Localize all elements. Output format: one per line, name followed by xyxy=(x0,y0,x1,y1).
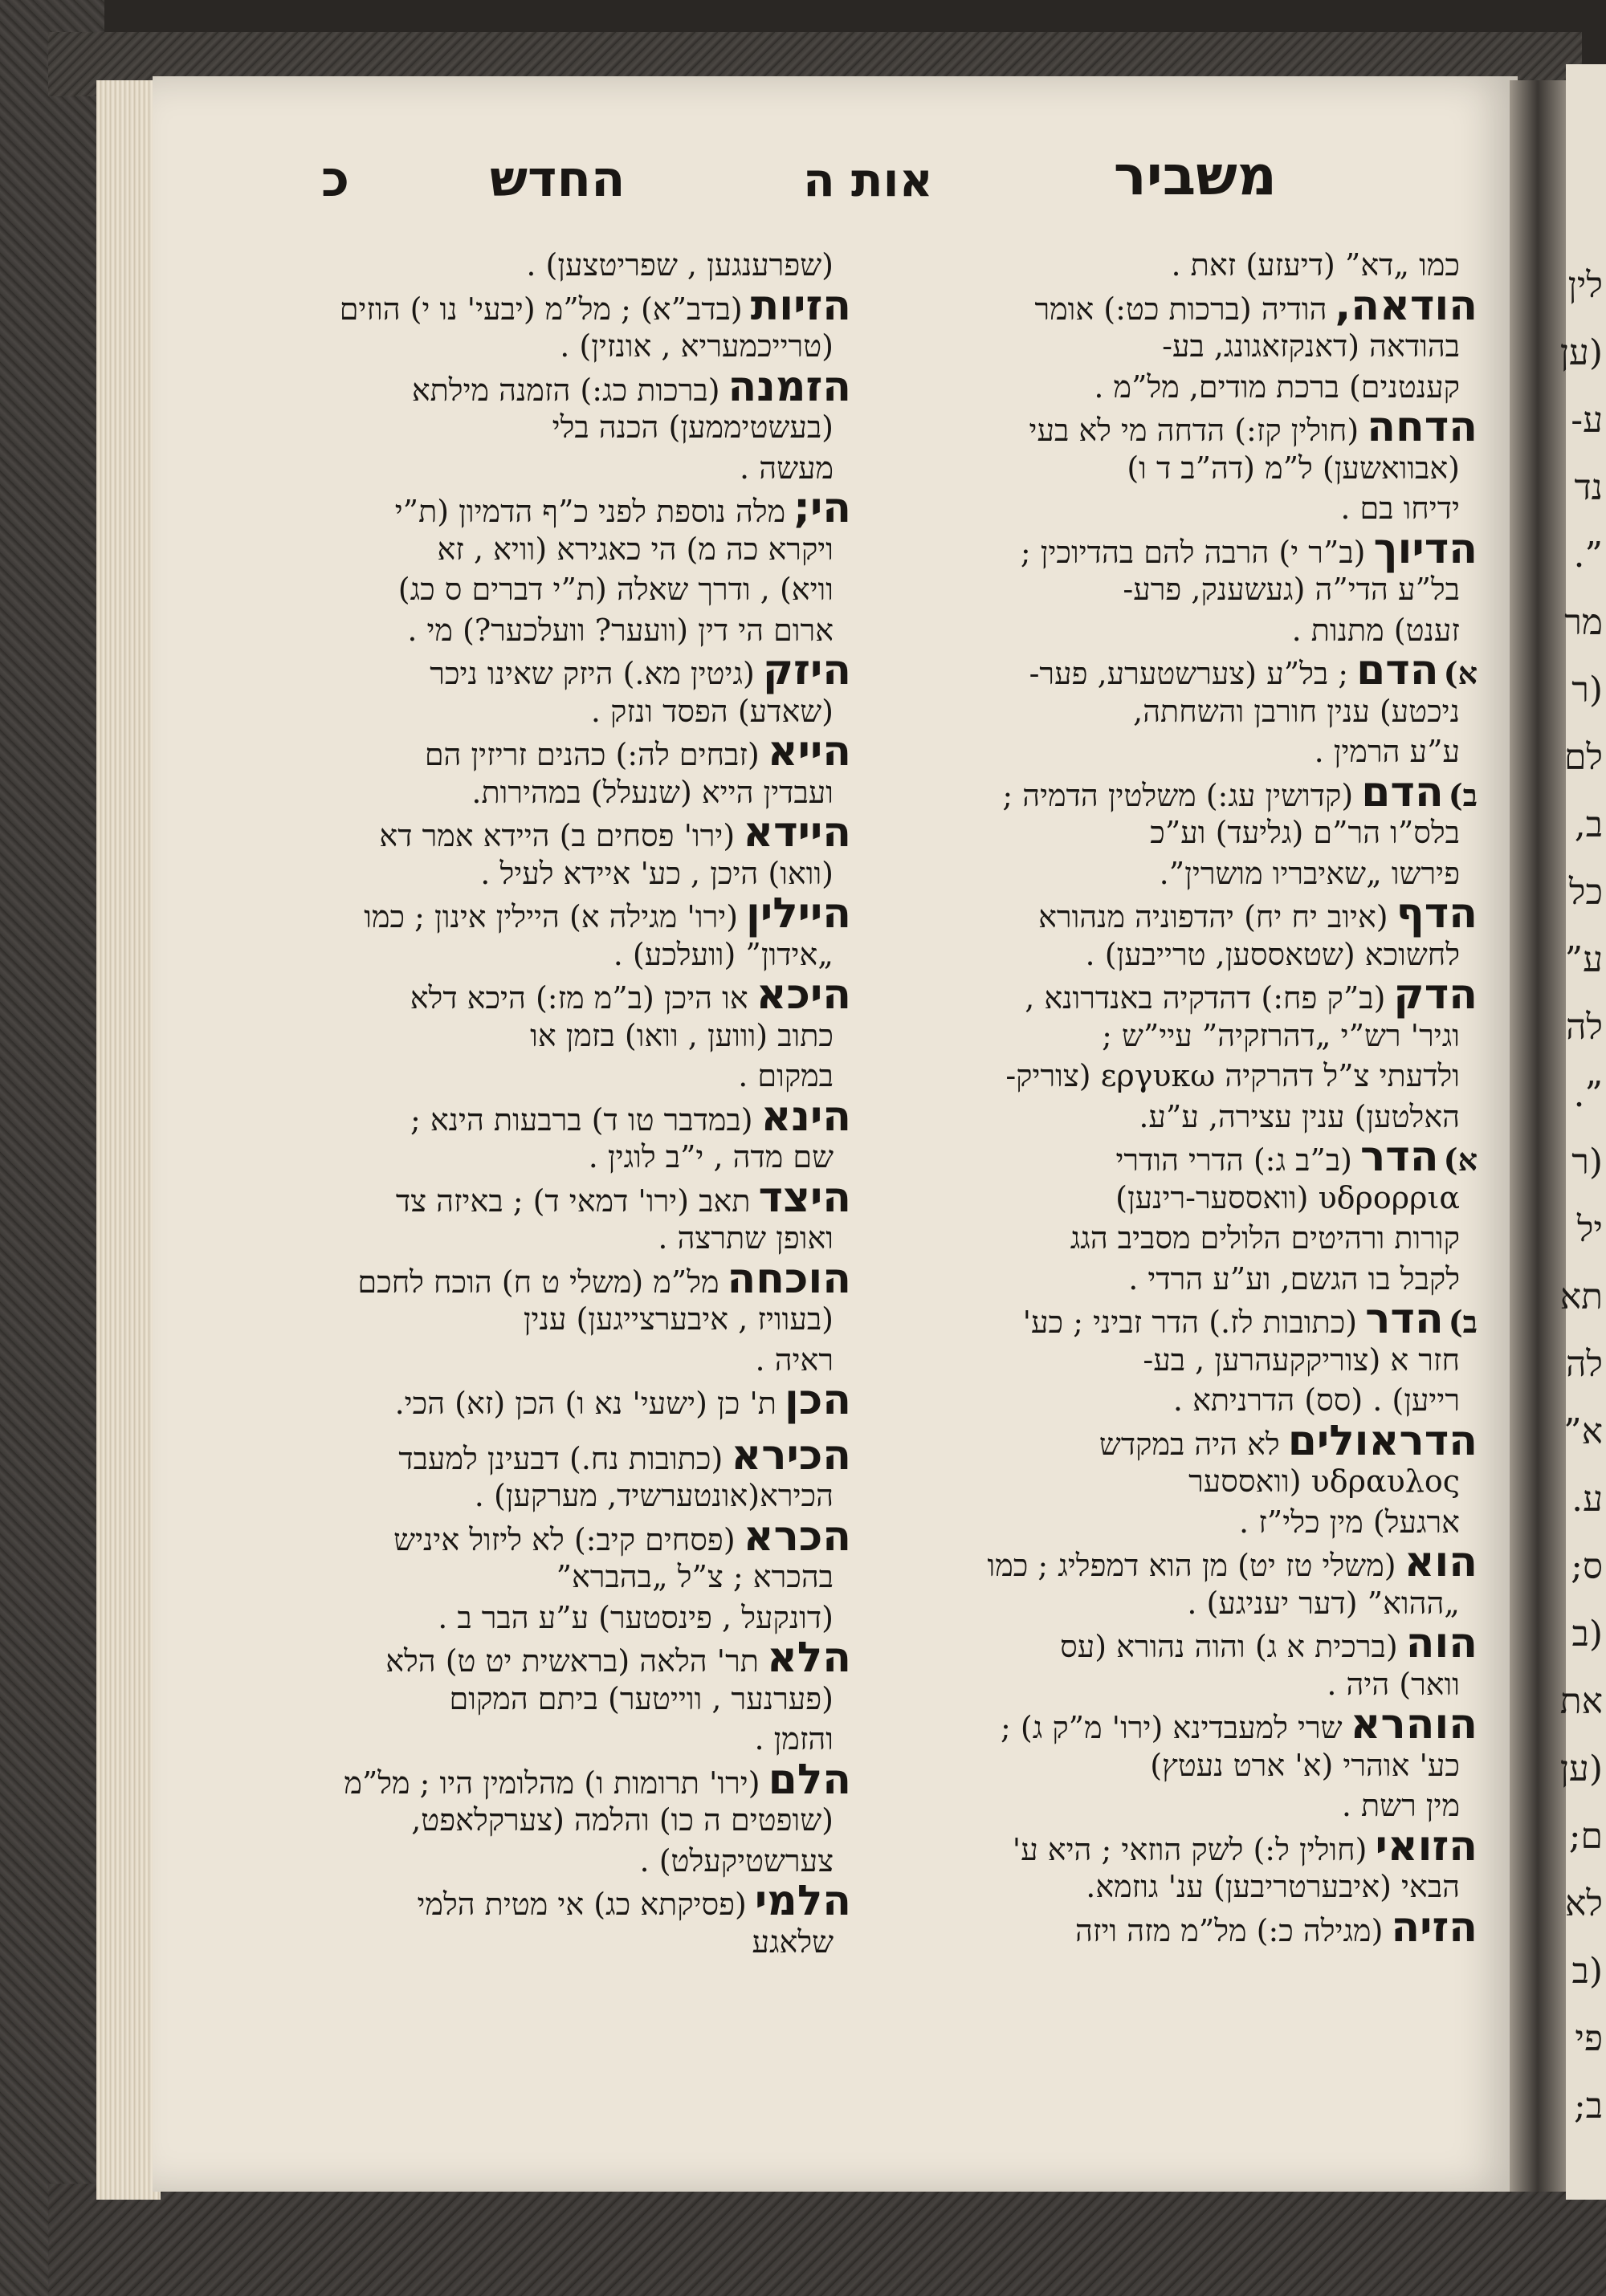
entry-line xyxy=(241,1476,851,1516)
entry-text: כתוב (וווען , וואו) בזמן או xyxy=(530,1017,834,1053)
entry-line xyxy=(867,934,1478,975)
entry-text: ארום הי דין (וועער? וועלכער?) מי . xyxy=(407,612,834,648)
entry-line xyxy=(867,1867,1478,1907)
entry-line xyxy=(241,1173,851,1222)
entry-line xyxy=(867,1133,1478,1181)
entry-text: (כתובות לז.) הדר זביני ; כע' xyxy=(1022,1305,1358,1340)
entry-text: (פסיקתא כג) אי מטית הלמי xyxy=(417,1887,747,1922)
next-page-fragment: ב, xyxy=(1574,804,1603,845)
headword: הוהרא xyxy=(1350,1700,1478,1748)
entry-text: כמו „דא” (דיעזע) זאת . xyxy=(1171,247,1460,283)
dictionary-column-right xyxy=(867,245,1478,2067)
headword: הזמנה xyxy=(728,362,851,411)
entry-text: האלטען) ענין עצירה, ע”ע. xyxy=(1139,1098,1460,1134)
headword: הדק xyxy=(1393,971,1478,1019)
entry-line xyxy=(241,1056,851,1097)
entry-text: קורות ורהיטים הלולים מסביב הגג xyxy=(1070,1220,1460,1256)
next-page-fragment: (ען xyxy=(1559,1748,1603,1789)
entry-line xyxy=(867,1822,1478,1871)
sense-number: ב) xyxy=(1448,1304,1478,1340)
entry-line xyxy=(867,1903,1478,1952)
entry-line xyxy=(867,1178,1478,1219)
entry-text: ע”ע הרמין . xyxy=(1314,734,1460,769)
entry-line xyxy=(241,1557,851,1598)
entry-text: (שאדע) הפסד ונזק . xyxy=(590,693,834,729)
entry-line xyxy=(241,1218,851,1259)
dictionary-column-left xyxy=(241,245,851,2067)
entry-text: (ב”ק פח:) דהדקיה באנדרונא , xyxy=(1025,980,1386,1016)
next-page-fragment: לא xyxy=(1565,1883,1603,1924)
entry-line xyxy=(867,1538,1478,1586)
entry-text: (דונקעל , פינסטער) ע”ע הבר ב . xyxy=(438,1599,834,1635)
entry-text: ; בל”ע (צערשטערע, פער- xyxy=(1029,656,1349,691)
entry-line xyxy=(241,1679,851,1720)
entry-line xyxy=(867,1218,1478,1259)
next-page-fragment: ס; xyxy=(1571,1546,1603,1587)
entry-line xyxy=(241,1092,851,1141)
next-page-fragment: (ר xyxy=(1571,1142,1603,1183)
header-page-letter: כ xyxy=(321,149,350,208)
entry-line xyxy=(867,281,1478,330)
entry-line xyxy=(241,646,851,694)
entry-line xyxy=(867,1461,1478,1502)
entry-text: תאב (ירו' דמאי ד) ; באיזה צד xyxy=(395,1183,751,1219)
entry-line xyxy=(867,889,1478,938)
headword: הדחה xyxy=(1367,403,1478,451)
entry-text: (כתובות נח.) דבעינן למעבד xyxy=(398,1440,724,1476)
entry-text: (בעוויז , איבערצייגען) ענין xyxy=(523,1301,834,1337)
entry-text: שם מדה , י”ב לוגין . xyxy=(588,1139,834,1174)
entry-text: (בדב”א) ; מל”מ (יבעי' נו י) הוזים xyxy=(339,291,743,327)
entry-line xyxy=(241,1016,851,1056)
entry-text: (טרייכמעריא , אונזין) . xyxy=(560,328,834,364)
entry-text: (בעשטיממען) הכנה בלי xyxy=(552,409,834,445)
entry-line xyxy=(867,1097,1478,1138)
headword: היידא xyxy=(743,808,851,857)
entry-text: הודיה (ברכות כט:) אומר xyxy=(1034,291,1327,327)
headword: הלם xyxy=(768,1755,851,1804)
next-page-fragment: לה xyxy=(1566,1007,1603,1048)
next-page-fragment: לה xyxy=(1566,1344,1603,1385)
entry-line xyxy=(867,1380,1478,1421)
entry-text: פירשו „שאיבריו מושרין”. xyxy=(1159,855,1460,891)
entry-text: מעשה . xyxy=(740,450,834,486)
entry-text: (איוב יח יח) יהדפוניה מנהורא xyxy=(1038,899,1388,934)
entry-line xyxy=(241,1299,851,1340)
sense-number: ב) xyxy=(1448,776,1478,813)
next-page-fragment: לם xyxy=(1563,737,1603,778)
headword: הדם xyxy=(1361,767,1444,816)
next-page-fragment: (ב xyxy=(1571,1614,1603,1655)
entry-text: (חולין ל:) לשק הוזאי ; היא ע' xyxy=(1012,1831,1368,1867)
entry-text: מלה נוספת לפני כ”ף הדמיון (ת”י xyxy=(394,494,786,529)
entry-line xyxy=(867,610,1478,651)
next-page-fragment: לין xyxy=(1567,265,1603,306)
entry-line xyxy=(241,1755,851,1804)
entry-text: (מגילה כ:) מל”מ מזה ויזה xyxy=(1075,1912,1384,1948)
entry-text: ת' כן (ישעי' נא ו) הכן (זא) הכי. xyxy=(394,1386,777,1421)
entry-line xyxy=(241,1634,851,1682)
entry-text: (אבוואשען) ל”מ (דה”ב ד ו) xyxy=(1127,450,1460,486)
entry-text: υδραυλος (וואססער xyxy=(1188,1463,1460,1499)
next-page-fragment: ע- xyxy=(1571,400,1603,441)
entry-line xyxy=(867,1664,1478,1705)
entry-text: ועבדין הייא (שנעלל) במהירות. xyxy=(471,774,834,810)
next-page-fragment: א” xyxy=(1563,1411,1603,1452)
entry-line xyxy=(241,1512,851,1561)
sense-number: א) xyxy=(1443,655,1478,691)
next-page-fragment: פי xyxy=(1575,2018,1603,2059)
entry-text: במקום . xyxy=(738,1058,834,1093)
next-page-fragment: ”. xyxy=(1573,535,1603,576)
entry-line xyxy=(241,1841,851,1882)
headword: היצד xyxy=(758,1173,851,1222)
entry-line xyxy=(241,281,851,330)
entry-line xyxy=(241,362,851,411)
headword: הזואי xyxy=(1375,1822,1478,1871)
entry-text: ארגעל) מין כלי”ז . xyxy=(1239,1504,1460,1540)
entry-text: בהודאה (דאנקזאגונג, בע- xyxy=(1162,328,1460,364)
entry-line xyxy=(867,1700,1478,1748)
next-page-fragment: ע. xyxy=(1571,1479,1603,1520)
headword: היילין xyxy=(746,889,851,938)
headword: הייא xyxy=(767,727,851,776)
entry-line xyxy=(241,245,851,286)
entry-text: מין רשת . xyxy=(1341,1788,1460,1823)
entry-line xyxy=(867,488,1478,529)
entry-text: תר' הלאה (בראשית יט ט) הלא xyxy=(385,1643,759,1679)
entry-text: (שופטים ה כו) והלמה (צערקלאפט, xyxy=(411,1802,834,1838)
entry-text: בל”ע הדי”ה (געשענק, פרע- xyxy=(1123,572,1460,607)
entry-line xyxy=(241,1800,851,1841)
next-page-fragment: (ב xyxy=(1571,1951,1603,1992)
headword: הדר xyxy=(1360,1133,1439,1181)
entry-line xyxy=(241,971,851,1019)
entry-text: ויקרא כה מ) הי כאגירא (וויא , זא xyxy=(437,531,834,567)
entry-text: או היכן (ב”מ מז:) היכא דלא xyxy=(410,980,748,1016)
entry-line xyxy=(867,1785,1478,1826)
entry-text: (פערנער , ווייטער) ביתם המקום xyxy=(449,1680,834,1716)
entry-line xyxy=(867,1016,1478,1056)
entry-line xyxy=(241,889,851,938)
headword: הדראולים xyxy=(1287,1416,1478,1465)
entry-line xyxy=(867,1619,1478,1667)
entry-line xyxy=(241,691,851,732)
entry-line xyxy=(241,1254,851,1303)
entry-line xyxy=(241,1137,851,1178)
entry-line xyxy=(867,367,1478,408)
entry-line xyxy=(867,767,1478,816)
book-cover-left xyxy=(0,0,104,2296)
entry-line xyxy=(241,529,851,570)
entry-line xyxy=(241,808,851,857)
sense-number: א) xyxy=(1443,1142,1478,1178)
headword: הדיוך xyxy=(1373,524,1478,573)
header-letter-section: אות ה xyxy=(803,153,933,207)
next-page-fragment: ב; xyxy=(1573,2086,1603,2127)
headword: הלא xyxy=(766,1634,851,1682)
entry-text: (ירו' מגילה א) היילין אינון ; כמו xyxy=(364,899,739,934)
entry-text: לחשוכא (שטאססען, טרייבען) . xyxy=(1085,936,1460,972)
entry-line xyxy=(867,1259,1478,1300)
entry-text: ואופן שתרצה . xyxy=(658,1220,834,1256)
entry-text: צערשטיקעלט) . xyxy=(639,1842,834,1879)
entry-text: υδρορρια (וואססער-רינען) xyxy=(1115,1179,1460,1215)
headword: הוה xyxy=(1405,1619,1478,1667)
entry-text: רייען) . (סס) הדרניתא . xyxy=(1172,1382,1460,1418)
book-cover-bottom xyxy=(48,2184,1606,2296)
entry-text: (וואו) היכן , כע' איידא לעיל . xyxy=(480,855,834,891)
next-page-fragment: ע” xyxy=(1564,939,1603,980)
headword: הלמי xyxy=(754,1877,851,1925)
entry-text: והזמן . xyxy=(754,1721,834,1757)
headword: הזיות xyxy=(750,281,851,330)
entry-line xyxy=(241,1340,851,1381)
next-page-fragment: נד xyxy=(1574,467,1603,508)
entry-text: (ברכית א ג) והוה נהורא (עס xyxy=(1060,1629,1398,1664)
entry-line xyxy=(867,1416,1478,1465)
entry-text: (משלי טז יט) מן הוא דמפליג ; כמו xyxy=(987,1548,1396,1583)
entry-text: בהכרא ; צ”ל „בהברא” xyxy=(556,1559,834,1594)
entry-line xyxy=(867,1583,1478,1624)
entry-line xyxy=(867,1502,1478,1543)
entry-line xyxy=(867,1295,1478,1343)
entry-text: (ב”ר י) הרבה להם בהדיוכין ; xyxy=(1020,534,1366,570)
entry-text: ידיחו בם . xyxy=(1340,491,1460,526)
entry-line xyxy=(241,853,851,894)
headword: הודאה, xyxy=(1335,281,1478,330)
entry-text: (גיטין מא.) היזק שאינו ניכר xyxy=(430,656,755,691)
entry-text: (קדושין עג:) משלטין הדמיה ; xyxy=(1002,777,1354,813)
headword: הוא xyxy=(1404,1538,1478,1586)
next-page-edge xyxy=(1559,64,1606,2200)
entry-text: (ירו' תרומות ו) מהלומין היו ; מל”מ xyxy=(344,1765,760,1801)
entry-text: וויא) , ודרך שאלה (ת”י דברים ס כג) xyxy=(397,572,834,607)
entry-text: ניכטע) ענין חורבן והשחתה, xyxy=(1133,693,1460,729)
entry-line xyxy=(867,448,1478,489)
entry-line xyxy=(241,727,851,776)
entry-line xyxy=(867,245,1478,286)
entry-line xyxy=(867,524,1478,573)
entry-text: שלאגע xyxy=(752,1924,834,1960)
entry-text: לא היה במקדש xyxy=(1099,1426,1280,1462)
entry-text: „אידון” (וועלכע) . xyxy=(613,936,834,972)
entry-line xyxy=(867,1340,1478,1381)
entry-text: קענטנים) ברכת מודים, מל”מ . xyxy=(1094,368,1460,405)
headword: הזיה xyxy=(1391,1903,1478,1952)
entry-line xyxy=(867,731,1478,772)
entry-line xyxy=(241,484,851,532)
entry-line xyxy=(241,1877,851,1925)
entry-line xyxy=(241,1376,851,1424)
entry-line xyxy=(867,1056,1478,1097)
entry-text: חזר א (צוריקקעהרען , בע- xyxy=(1143,1341,1460,1378)
next-page-fragment: מר xyxy=(1564,602,1603,643)
next-page-fragment: יל xyxy=(1576,1209,1603,1250)
page-edges xyxy=(96,80,161,2200)
entry-text: (ירו' פסחים ב) היידא אמר דא xyxy=(379,818,736,853)
entry-text: (ב”ב ג:) הדרי הודרי xyxy=(1115,1142,1352,1178)
headword: הי; xyxy=(793,484,851,532)
entry-text: (חולין קז:) הדחה מי לא בעי xyxy=(1029,413,1359,448)
headword: הדר xyxy=(1365,1295,1444,1343)
header-title: משביר xyxy=(1113,145,1277,208)
entry-text: (פסחים קיב:) לא ליזול איניש xyxy=(393,1521,736,1557)
entry-text: וואר) היה . xyxy=(1327,1666,1460,1702)
entry-line xyxy=(241,610,851,651)
entry-line xyxy=(241,1719,851,1760)
entry-line xyxy=(241,1431,851,1480)
entry-line xyxy=(241,326,851,367)
headword: הכרא xyxy=(743,1512,851,1561)
next-page-fragment: ם; xyxy=(1568,1816,1603,1857)
next-page-fragment: כל xyxy=(1568,872,1603,913)
entry-line xyxy=(867,403,1478,451)
entry-line xyxy=(241,448,851,489)
entry-text: (במדבר טו ד) ברבעות הינא ; xyxy=(410,1101,753,1138)
entry-text: מל”מ (משלי ט ח) הוכח לחכם xyxy=(357,1264,719,1300)
entry-text: זענט) מתנות . xyxy=(1291,612,1460,648)
entry-line xyxy=(867,971,1478,1019)
entry-line xyxy=(241,1598,851,1639)
entry-line xyxy=(241,1922,851,1963)
entry-text: כע' אוהרי (א' ארט נעטץ) xyxy=(1150,1747,1460,1783)
entry-line xyxy=(867,646,1478,694)
header-subtitle: החדש xyxy=(490,149,626,208)
entry-text: בלס”ו הר”ם (גליעד) וע”כ xyxy=(1150,815,1460,850)
entry-text: (שפרענגען , שפריטצען) . xyxy=(526,247,834,283)
entry-line xyxy=(241,772,851,813)
entry-text: וגיר' רש”י „דהרזקיה” עיי”ש ; xyxy=(1102,1017,1460,1053)
entry-text: ראיה . xyxy=(755,1341,834,1378)
next-page-fragment: תא xyxy=(1559,1276,1603,1317)
headword: הוכחה xyxy=(727,1254,851,1303)
entry-line xyxy=(867,326,1478,367)
entry-line xyxy=(867,1745,1478,1786)
headword: הכירא xyxy=(731,1431,851,1480)
entry-line xyxy=(241,407,851,448)
entry-text: ולדעתי צ”ל דהרקיה εργυκω (צוריק- xyxy=(1005,1058,1460,1093)
entry-line xyxy=(867,853,1478,894)
entry-line xyxy=(241,934,851,975)
next-page-fragment: (ען xyxy=(1559,332,1603,373)
headword: הינא xyxy=(760,1092,851,1141)
headword: היכא xyxy=(756,971,851,1019)
entry-line xyxy=(867,691,1478,732)
entry-line xyxy=(241,569,851,610)
entry-text: (זבחים לה:) כהנים זריזין הם xyxy=(424,737,760,772)
entry-text: „ההוא” (דער יעניגע) . xyxy=(1187,1585,1460,1621)
entry-text: הכירא(אונטערשיד, מערקען) . xyxy=(474,1478,834,1513)
entry-text: שרי למעבדינא (ירו' מ”ק ג) ; xyxy=(1000,1710,1343,1745)
headword: הכן xyxy=(784,1376,851,1424)
book-gutter xyxy=(1510,80,1566,2192)
next-page-fragment: (ר xyxy=(1571,670,1603,710)
next-page-fragment: ”. xyxy=(1573,1074,1603,1115)
headword: היזק xyxy=(762,646,851,694)
entry-text: הבאי (איבערטריבען) ענ' גוזמא. xyxy=(1086,1869,1460,1904)
entry-line xyxy=(867,812,1478,853)
next-page-fragment: את xyxy=(1559,1681,1603,1722)
headword: הדם xyxy=(1356,646,1439,694)
headword: הדף xyxy=(1396,889,1478,938)
entry-text: (ברכות כג:) הזמנה מילתא xyxy=(411,372,720,408)
entry-line xyxy=(867,569,1478,610)
entry-text: לקבל בו הגשם, וע”ע הרדי . xyxy=(1128,1260,1460,1297)
